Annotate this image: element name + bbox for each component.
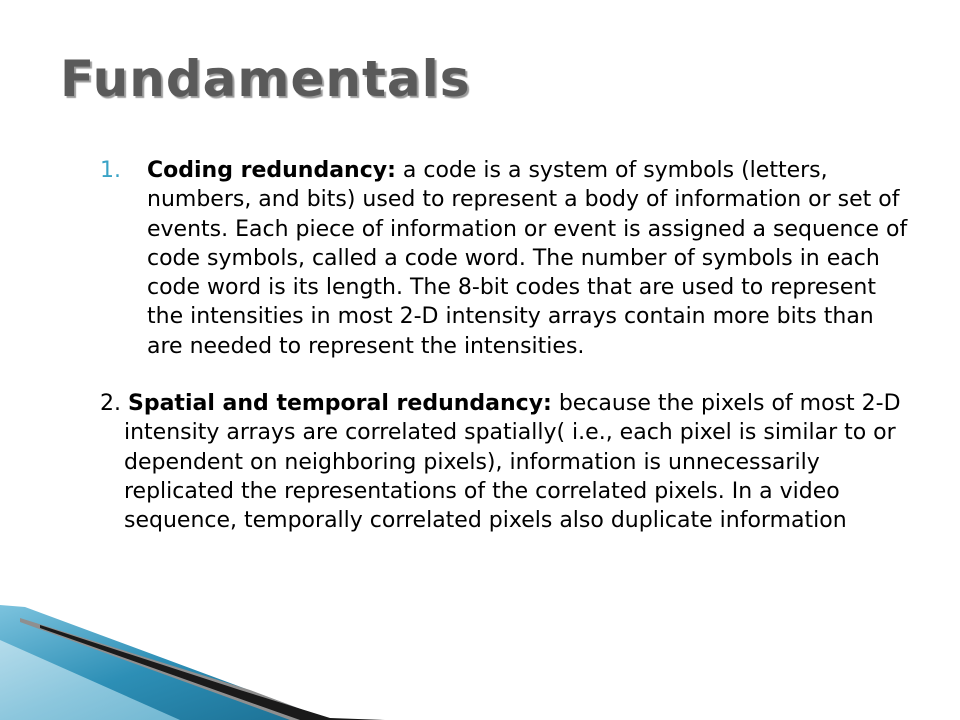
list-item-spatial-redundancy [100, 389, 910, 535]
list-item-coding-redundancy [100, 156, 910, 361]
list-number: 2. [100, 391, 128, 417]
list-number: 1. [100, 158, 121, 183]
term-spatial-temporal-redundancy: Spatial and temporal redundancy: [127, 391, 552, 417]
slide-title: Fundamentals [60, 50, 471, 108]
description-coding-redundancy: a code is a system of symbols (letters, numbers, and bits) used to represent a body of information or set of events. Each piece of information or event is assigned a sequence of code symbols, called a code word. The number of symbols in each code word is its length. The 8-bit codes that are used to represent the intensities in most 2-D intensity arrays contain more bits than are needed to represent the intensities. [147, 158, 908, 359]
description-spatial-temporal-redundancy: because the pixels of most 2-D intensity arrays are correlated spatially( i.e., each pixel is similar to or dependent on neighboring pixels), information is unnecessarily replicated the representations of the correlated pixels. In a video sequence, temporally correlated pixels also duplicate information [124, 391, 901, 534]
term-coding-redundancy: Coding redundancy: [147, 158, 396, 183]
slide-body [100, 156, 910, 536]
